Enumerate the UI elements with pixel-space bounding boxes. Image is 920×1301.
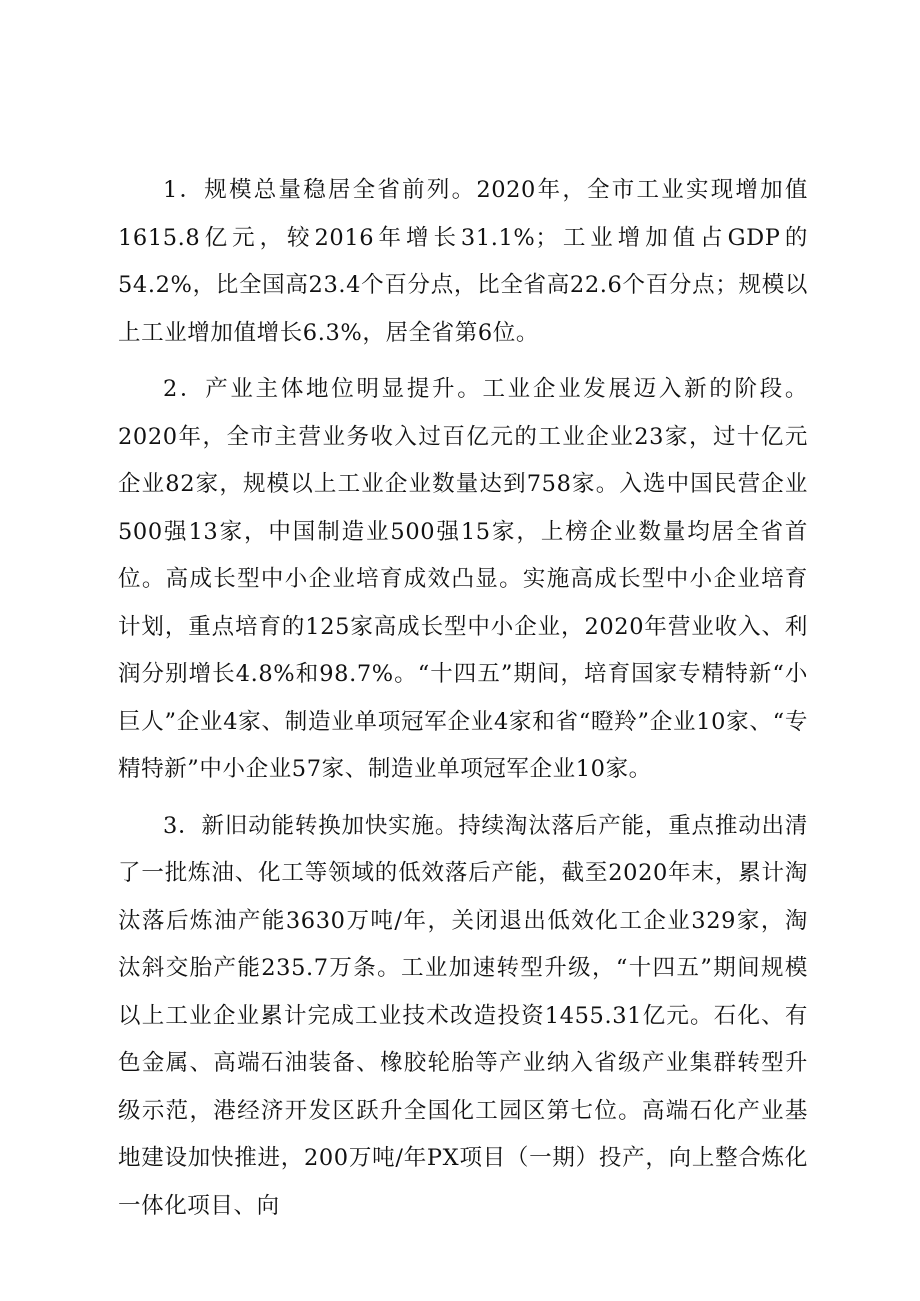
- document-page: [118, 167, 808, 1239]
- paragraph-heading: 规模总量稳居全省前列。: [204, 177, 477, 203]
- paragraph-number: 2: [163, 376, 178, 402]
- number-separator: ．: [177, 177, 205, 203]
- paragraph-body: 持续淘汰落后产能，重点推动出清了一批炼油、化工等领域的低效落后产能，截至2020年末，累计淘汰落后炼油产能3630万吨/年，关闭退出低效化工企业329家，淘汰斜交胎产能235.7万条。工业加速转型升级，“十四五”期间规模以上工业企业累计完成工业技术改造投资1455.31亿元。石化、有色金属、高端石油装备、橡胶轮胎等产业纳入省级产业集群转型升级示范，港经济开发区跃升全国化工园区第七位。高端石化产业基地建设加快推进，200万吨/年PX项目（一期）投产，向上整合炼化一体化项目、向: [118, 812, 808, 1219]
- paragraph-heading: 产业主体地位明显提升。: [205, 376, 483, 402]
- paragraph-3: [118, 803, 808, 1231]
- paragraph-number: 3: [163, 812, 178, 839]
- paragraph-number: 1: [163, 177, 178, 203]
- paragraph-body: 2020年，全市工业实现增加值1615.8亿元，较2016年增长31.1%；工业增加值占GDP的54.2%，比全国高23.4个百分点，比全省高22.6个百分点；规模以上工业增加值增长6.3%，居全省第6位。: [118, 177, 808, 346]
- paragraph-1: [118, 167, 808, 357]
- paragraph-2: [118, 366, 808, 794]
- paragraph-heading: 新旧动能转换加快实施。: [201, 812, 459, 839]
- number-separator: ．: [177, 376, 206, 402]
- paragraph-body: 工业企业发展迈入新的阶段。2020年，全市主营业务收入过百亿元的工业企业23家，过十亿元企业82家，规模以上工业企业数量达到758家。入选中国民营企业500强13家，中国制造业500强15家，上榜企业数量均居全省首位。高成长型中小企业培育成效凸显。实施高成长型中小企业培育计划，重点培育的125家高成长型中小企业，2020年营业收入、利润分别增长4.8%和98.7%。“十四五”期间，培育国家专精特新“小巨人”企业4家、制造业单项冠军企业4家和省“瞪羚”企业10家、“专精特新”中小企业57家、制造业单项冠军企业10家。: [118, 376, 808, 782]
- number-separator: ．: [177, 812, 202, 839]
